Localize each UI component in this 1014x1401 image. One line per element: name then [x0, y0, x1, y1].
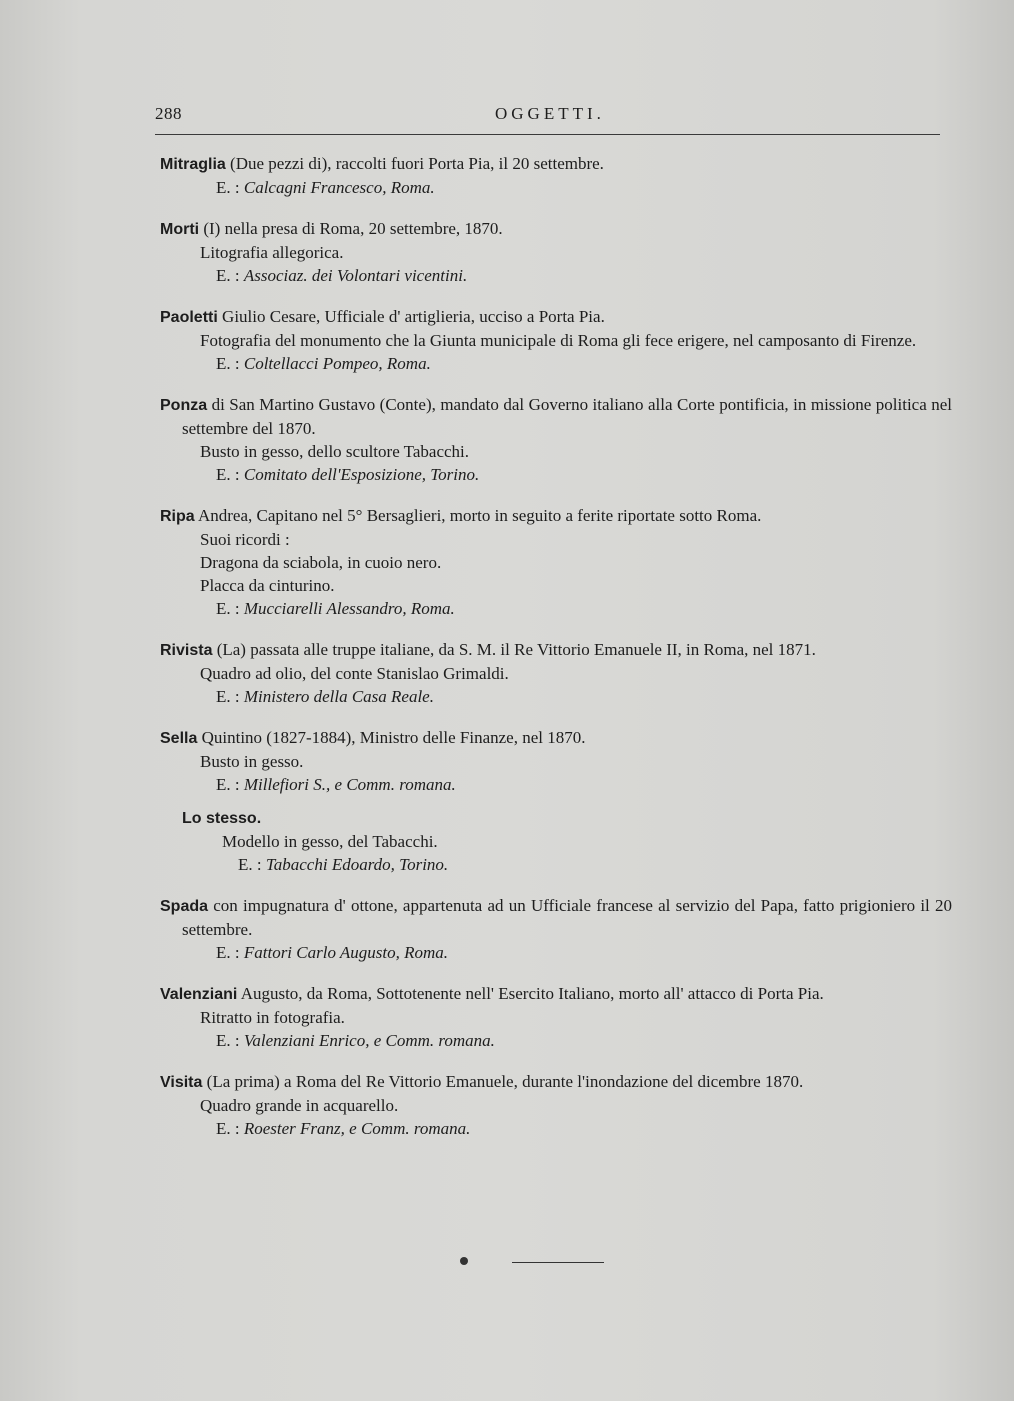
entry-heading: Ponza: [160, 397, 208, 414]
entry-description: di San Martino Gustavo (Conte), mandato dal Governo italiano alla Corte pontificia, in missione politica nel settembre del 1870.: [182, 395, 952, 438]
catalog-entry: [160, 638, 952, 708]
exhibitor-line: [160, 1029, 952, 1052]
entry-description: (La prima) a Roma del Re Vittorio Emanuele, durante l'inondazione del dicembre 1870.: [206, 1072, 804, 1091]
exhibitor-line: [160, 352, 952, 375]
catalog-entry: [160, 982, 952, 1052]
entry-heading: Spada: [160, 898, 209, 915]
entry-detail-line: Busto in gesso, dello scultore Tabacchi.: [200, 442, 470, 461]
entry-detail-line: Litografia allegorica.: [200, 243, 344, 262]
exhibitor-name: Calcagni Francesco, Roma.: [243, 178, 435, 197]
catalog-entry: [160, 152, 952, 199]
exhibitor-label: E. :: [216, 266, 240, 285]
exhibitor-name: Coltellacci Pompeo, Roma.: [243, 354, 431, 373]
exhibitor-label: E. :: [216, 1031, 240, 1050]
entry-detail-line: Dragona da sciabola, in cuoio nero.: [200, 553, 442, 572]
entry-lead: [160, 152, 952, 176]
catalog-entry: [160, 1070, 952, 1140]
entry-lead: [160, 982, 952, 1006]
entry-description: con impugnatura d' ottone, appartenuta ad un Ufficiale francese al servizio del Papa, fatto prigioniero il 20 settembre.: [182, 896, 953, 939]
entry-lead: [160, 726, 952, 750]
entry-lead: [160, 1070, 952, 1094]
page-header: [155, 104, 942, 128]
exhibitor-line: [160, 463, 952, 486]
entry-heading: Valenziani: [160, 986, 238, 1003]
entry-heading: Morti: [160, 221, 200, 238]
exhibitor-line: [160, 941, 952, 964]
entry-heading: Rivista: [160, 642, 213, 659]
entry-description: Giulio Cesare, Ufficiale d' artiglieria, ucciso a Porta Pia.: [222, 307, 605, 326]
exhibitor-label: E. :: [238, 855, 262, 874]
entry-heading: Visita: [160, 1074, 203, 1091]
entry-lead: [182, 806, 952, 830]
exhibitor-label: E. :: [216, 465, 240, 484]
catalog-entries: [160, 152, 952, 1158]
exhibitor-name: Fattori Carlo Augusto, Roma.: [243, 943, 449, 962]
entry-lead: [160, 217, 952, 241]
entry-heading: Ripa: [160, 508, 195, 525]
exhibitor-line: [160, 685, 952, 708]
footer-dot: [460, 1257, 468, 1265]
exhibitor-label: E. :: [216, 354, 240, 373]
catalog-entry: [160, 504, 952, 620]
catalog-entry: [160, 217, 952, 287]
exhibitor-label: E. :: [216, 943, 240, 962]
entry-heading: Mitraglia: [160, 156, 226, 173]
exhibitor-label: E. :: [216, 687, 240, 706]
entry-description: (La) passata alle truppe italiane, da S. M. il Re Vittorio Emanuele II, in Roma, nel 1871.: [216, 640, 816, 659]
catalog-entry: [160, 894, 952, 964]
entry-description: Augusto, da Roma, Sottotenente nell' Esercito Italiano, morto all' attacco di Porta Pia.: [240, 984, 824, 1003]
running-head: OGGETTI.: [495, 104, 605, 123]
entry-heading: Paoletti: [160, 309, 218, 326]
exhibitor-name: Mucciarelli Alessandro, Roma.: [243, 599, 455, 618]
exhibitor-line: [160, 176, 952, 199]
entry-description: Quintino (1827-1884), Ministro delle Finanze, nel 1870.: [201, 728, 586, 747]
exhibitor-label: E. :: [216, 1119, 240, 1138]
catalog-entry: [160, 726, 952, 796]
entry-detail-line: Quadro ad olio, del conte Stanislao Grimaldi.: [200, 664, 509, 683]
exhibitor-name: Roester Franz, e Comm. romana.: [243, 1119, 471, 1138]
exhibitor-name: Associaz. dei Volontari vicentini.: [243, 266, 468, 285]
exhibitor-name: Valenziani Enrico, e Comm. romana.: [243, 1031, 495, 1050]
page-number: 288: [155, 104, 182, 123]
exhibitor-name: Tabacchi Edoardo, Torino.: [265, 855, 449, 874]
entry-heading: Lo stesso.: [182, 810, 262, 827]
exhibitor-line: [160, 264, 952, 287]
exhibitor-name: Ministero della Casa Reale.: [243, 687, 434, 706]
entry-detail-line: Placca da cinturino.: [200, 576, 335, 595]
entry-lead: [160, 894, 952, 941]
entry-detail-line: Suoi ricordi :: [200, 530, 290, 549]
exhibitor-label: E. :: [216, 775, 240, 794]
entry-detail-line: Modello in gesso, del Tabacchi.: [222, 832, 438, 851]
exhibitor-name: Comitato dell'Esposizione, Torino.: [243, 465, 480, 484]
entry-detail-line: Busto in gesso.: [200, 752, 304, 771]
entry-detail-line: Quadro grande in acquarello.: [200, 1096, 399, 1115]
entry-heading: Sella: [160, 730, 198, 747]
entry-description: (Due pezzi di), raccolti fuori Porta Pia, il 20 settembre.: [230, 154, 604, 173]
catalog-entry: [182, 806, 952, 876]
exhibitor-line: [160, 1117, 952, 1140]
entry-lead: [160, 305, 952, 329]
entry-detail-line: Ritratto in fotografia.: [200, 1008, 345, 1027]
footer-rule: [512, 1262, 604, 1263]
entry-lead: [160, 393, 952, 440]
catalog-entry: [160, 393, 952, 486]
exhibitor-line: [182, 853, 952, 876]
catalog-entry: [160, 305, 952, 375]
entry-description: Andrea, Capitano nel 5° Bersaglieri, morto in seguito a ferite riportate sotto Roma.: [197, 506, 762, 525]
entry-lead: [160, 504, 952, 528]
exhibitor-name: Millefiori S., e Comm. romana.: [243, 775, 456, 794]
entry-description: (I) nella presa di Roma, 20 settembre, 1870.: [203, 219, 503, 238]
exhibitor-label: E. :: [216, 599, 240, 618]
entry-lead: [160, 638, 952, 662]
header-rule: [155, 134, 940, 135]
exhibitor-label: E. :: [216, 178, 240, 197]
entry-detail-line: Fotografia del monumento che la Giunta municipale di Roma gli fece erigere, nel camposanto di Firenze.: [200, 331, 917, 350]
exhibitor-line: [160, 773, 952, 796]
exhibitor-line: [160, 597, 952, 620]
